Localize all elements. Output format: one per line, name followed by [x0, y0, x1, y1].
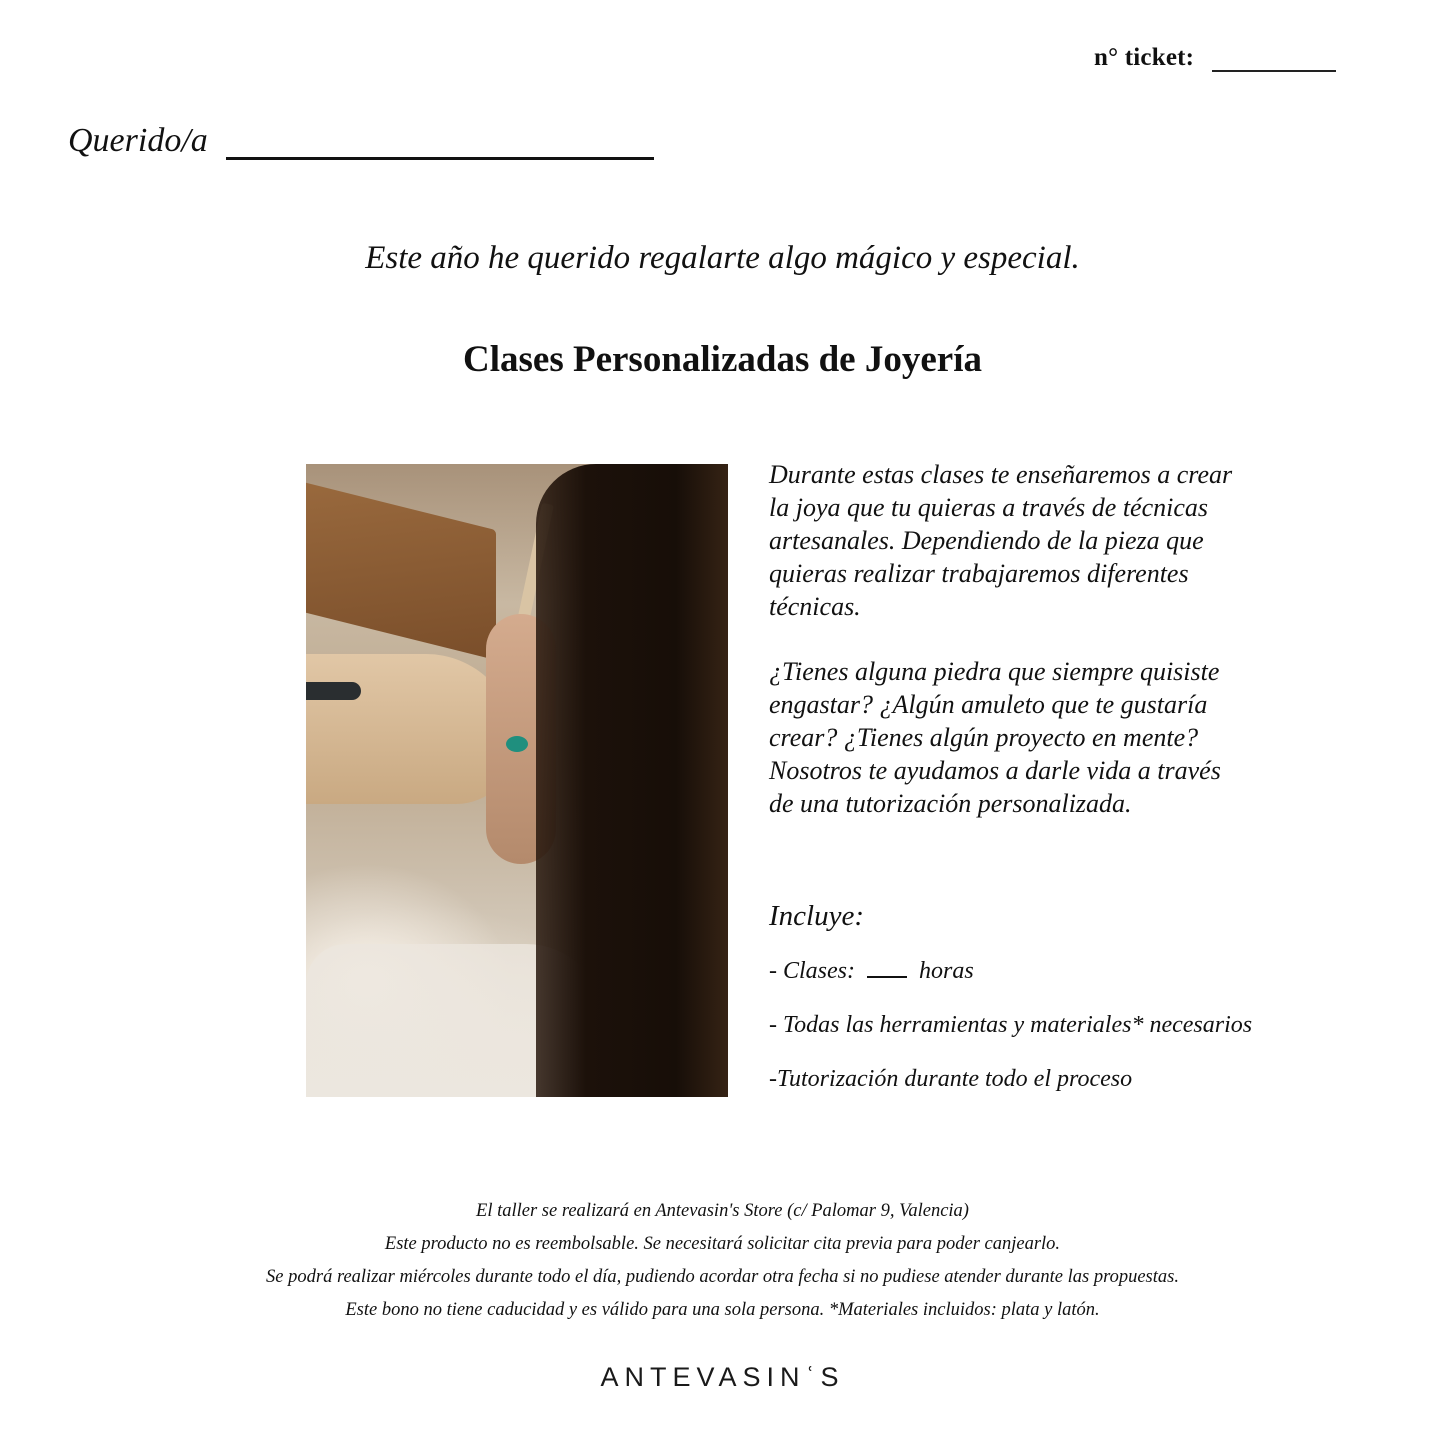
footer-line: Este bono no tiene caducidad y es válido para una sola persona. *Materiales incluidos: plata y latón. [345, 1300, 1100, 1320]
page-title: Clases Personalizadas de Joyería [463, 339, 982, 380]
ticket-number [1094, 44, 1336, 72]
brand-logo: ANTEVASINʿS [600, 1362, 845, 1392]
photo-bench-pin [306, 654, 516, 804]
intro-text: Este año he querido regalarte algo mágico y especial. [365, 240, 1080, 276]
photo-gem [506, 736, 528, 752]
includes-item-hours [769, 958, 974, 985]
hours-field[interactable] [867, 958, 907, 978]
photo-hair [536, 464, 728, 1097]
ticket-label: n° ticket: [1094, 44, 1195, 71]
footer-line: Se podrá realizar miércoles durante todo el día, pudiendo acordar otra fecha si no pudiese atender durante las propuestas. [266, 1267, 1179, 1287]
photo-clamp [306, 682, 361, 700]
greeting [68, 122, 654, 160]
includes-item-tutoring: -Tutorización durante todo el proceso [769, 1066, 1133, 1092]
includes-heading: Incluye: [769, 900, 864, 932]
photo-workbench [306, 478, 496, 660]
description-paragraph: ¿Tienes alguna piedra que siempre quisiste engastar? ¿Algún amuleto que te gustaría crear? ¿Tienes algún proyecto en mente? Nosotros te ayudamos a darle vida a través de una tutorización personalizada. [769, 657, 1221, 818]
includes-item-suffix: horas [919, 958, 974, 984]
footer-terms [0, 1195, 1445, 1327]
workshop-photo [306, 464, 728, 1097]
ticket-number-field[interactable] [1212, 44, 1336, 72]
includes-item-prefix: - Clases: [769, 958, 855, 984]
footer-line: El taller se realizará en Antevasin's Store (c/ Palomar 9, Valencia) [476, 1201, 969, 1221]
description-paragraph: Durante estas clases te enseñaremos a crear la joya que tu quieras a través de técnicas artesanales. Dependiendo de la pieza que quieras realizar trabajaremos diferentes técnicas. [769, 460, 1233, 621]
greeting-label: Querido/a [68, 122, 208, 159]
description [769, 458, 1249, 820]
includes-item-materials: - Todas las herramientas y materiales* necesarios [769, 1012, 1253, 1038]
footer-line: Este producto no es reembolsable. Se necesitará solicitar cita previa para poder canjearlo. [384, 1234, 1061, 1254]
recipient-name-field[interactable] [226, 125, 654, 160]
